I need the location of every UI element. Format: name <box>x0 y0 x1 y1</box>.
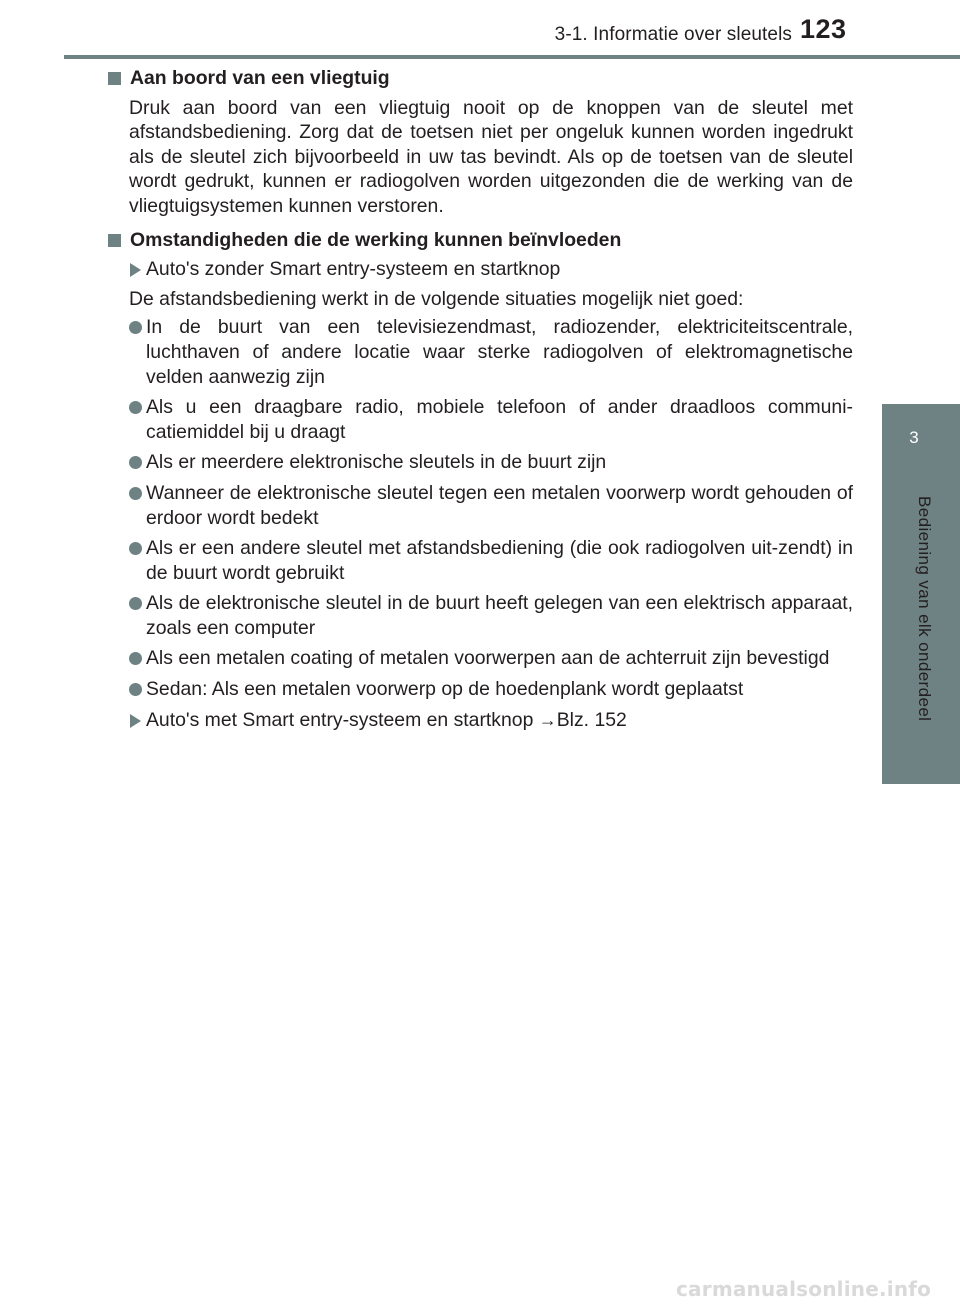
airplane-paragraph: Druk aan boord van een vliegtuig nooit op de knoppen van de sleutel met afstandsbediening. Zorg dat de toetsen niet per ongeluk kunnen worden ingedrukt als de sleutel zich bijvoorbeeld in uw tas bevindt. Als op de toetsen van de sleutel wordt gedrukt, kunnen er radiogolven worden uitgezonden die de werking van de vliegtuigsystemen kunnen verstoren. <box>129 96 853 217</box>
list-item-text: In de buurt van een televisiezendmast, radiozender, elektriciteitscentrale, luchthaven of andere locatie waar sterke radiogolven of elektromagnetische velden aanwezig zijn <box>146 316 853 388</box>
running-header-section-title: 3-1. Informatie over sleutels <box>554 24 792 45</box>
circle-bullet-icon <box>129 401 142 414</box>
subheading-without-smart-entry <box>129 257 853 282</box>
chapter-tab-number: 3 <box>909 428 919 447</box>
list-item-text: Als u een draagbare radio, mobiele telefoon of ander draadloos communi-catiemiddel bij u draagt <box>146 396 853 443</box>
triangle-pointer-icon <box>130 263 141 277</box>
square-bullet-icon <box>108 72 121 85</box>
right-arrow-icon: → <box>538 709 557 730</box>
list-item <box>129 395 853 444</box>
section-heading-conditions <box>107 228 853 253</box>
subheading-with-smart-entry <box>129 708 853 733</box>
square-bullet-icon <box>108 234 121 247</box>
circle-bullet-icon <box>129 321 142 334</box>
circle-bullet-icon <box>129 487 142 500</box>
circle-bullet-icon <box>129 683 142 696</box>
list-item <box>129 315 853 389</box>
circle-bullet-icon <box>129 456 142 469</box>
list-item <box>129 536 853 585</box>
list-item <box>129 646 853 671</box>
header-divider <box>64 55 960 59</box>
list-item-text: Wanneer de elektronische sleutel tegen een metalen voorwerp wordt gehouden of erdoor wordt bedekt <box>146 481 853 529</box>
triangle-pointer-icon <box>130 714 141 728</box>
watermark: carmanualsonline.info <box>676 1277 932 1301</box>
conditions-list <box>107 315 853 701</box>
section-heading-text: Aan boord van een vliegtuig <box>130 67 390 89</box>
page-number: 123 <box>800 14 847 44</box>
subheading-text: Auto's zonder Smart entry-systeem en startknop <box>146 258 561 281</box>
page-reference-link[interactable]: Blz. 152 <box>556 708 627 731</box>
section-heading-airplane <box>107 66 853 91</box>
list-item-text: Als de elektronische sleutel in de buurt heeft gelegen van een elektrisch apparaat, zoals een computer <box>146 592 853 639</box>
conditions-intro: De afstandsbediening werkt in de volgende situaties mogelijk niet goed: <box>129 287 744 310</box>
list-item <box>129 481 853 530</box>
chapter-tab-label: Bediening van elk onderdeel <box>915 496 934 722</box>
circle-bullet-icon <box>129 652 142 665</box>
list-item-text: Als een metalen coating of metalen voorwerpen aan de achterruit zijn bevestigd <box>146 647 830 670</box>
list-item-text: Als er een andere sleutel met afstandsbediening (die ook radiogolven uit-zendt) in de buurt wordt gebruikt <box>146 537 853 584</box>
list-item <box>129 677 853 702</box>
list-item-text: Als er meerdere elektronische sleutels in de buurt zijn <box>146 451 607 474</box>
section-heading-text: Omstandigheden die de werking kunnen beïnvloeden <box>130 228 622 251</box>
circle-bullet-icon <box>129 542 142 555</box>
subheading-text: Auto's met Smart entry-systeem en startknop <box>146 708 539 731</box>
list-item <box>129 450 853 475</box>
list-item-text: Sedan: Als een metalen voorwerp op de hoedenplank wordt geplaatst <box>146 678 744 701</box>
circle-bullet-icon <box>129 597 142 610</box>
list-item <box>129 591 853 640</box>
page-content <box>107 66 853 737</box>
